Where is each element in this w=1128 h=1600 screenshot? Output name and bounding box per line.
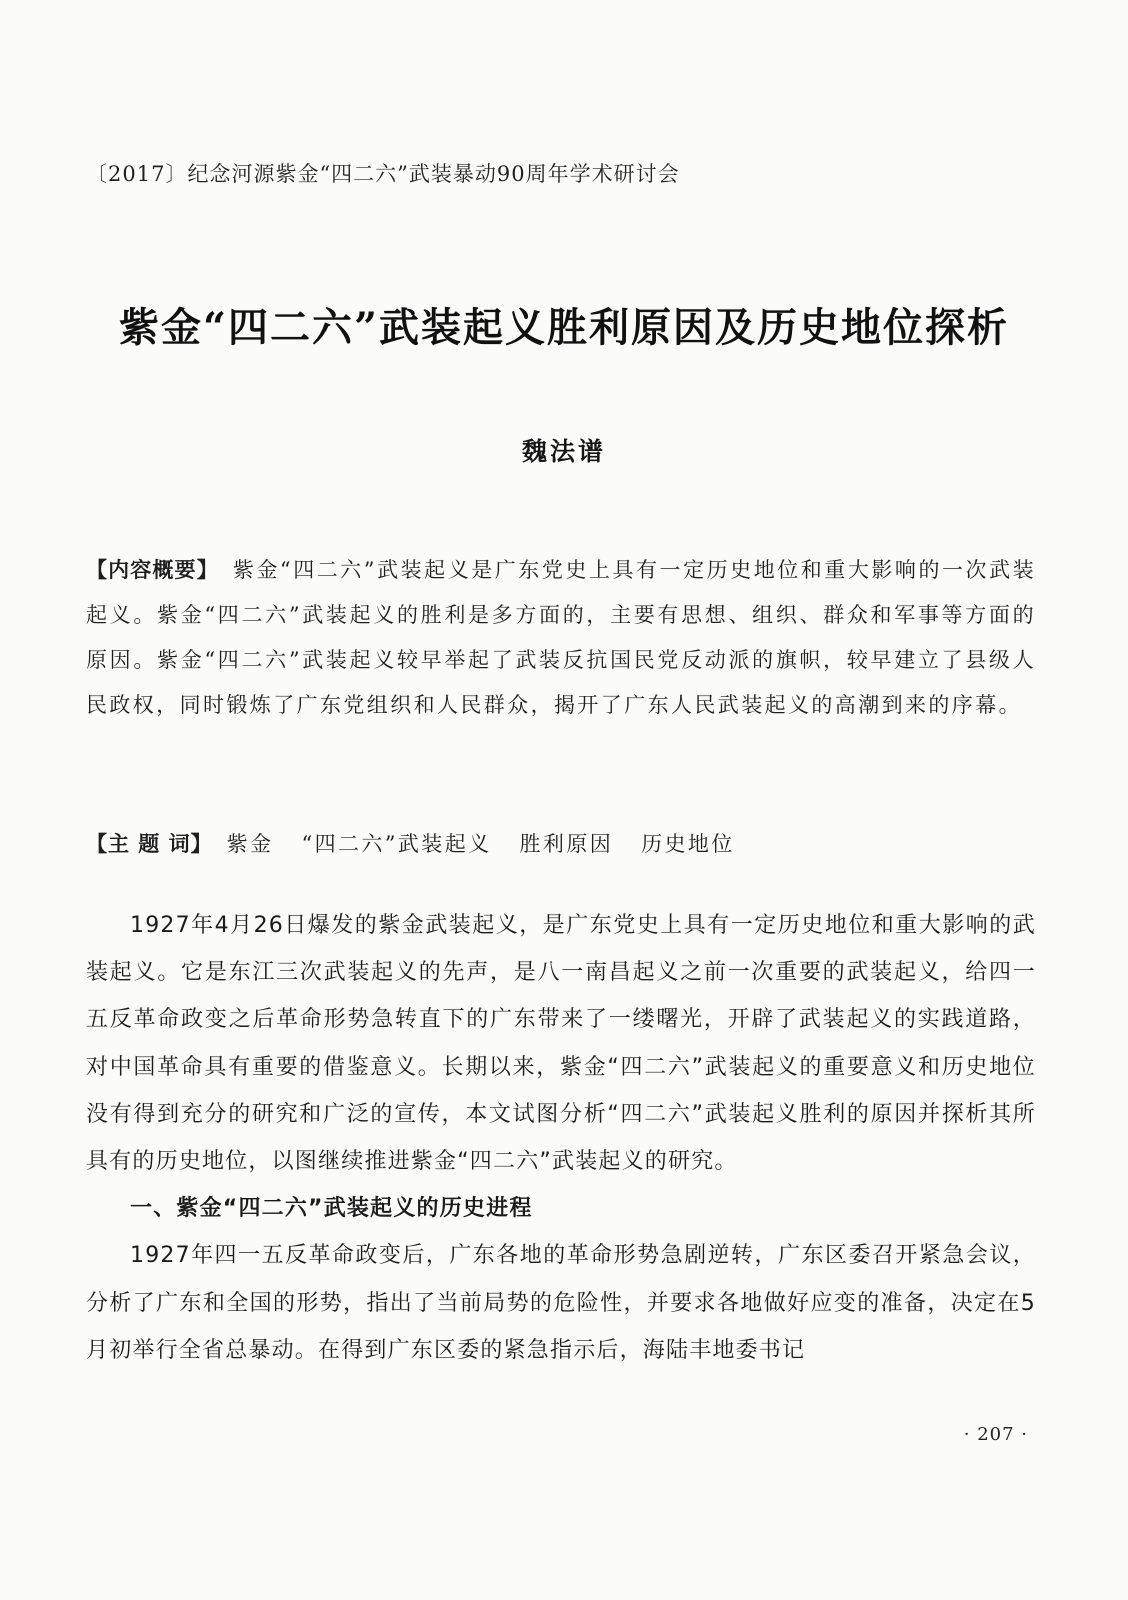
keyword: 紫金 xyxy=(226,832,274,856)
abstract-block xyxy=(86,548,1036,728)
section-paragraph: 1927年四一五反革命政变后，广东各地的革命形势急剧逆转，广东区委召开紧急会议，分析了广东和全国的形势，指出了当前局势的危险性，并要求各地做好应变的准备，决定在5月初举行全省总暴动。在得到广东区委的紧急指示后，海陆丰地委书记 xyxy=(86,1243,1036,1363)
keyword: 历史地位 xyxy=(641,832,735,856)
abstract-text: 紫金“四二六”武装起义是广东党史上具有一定历史地位和重大影响的一次武装起义。紫金“四二六”武装起义的胜利是多方面的，主要有思想、组织、群众和军事等方面的原因。紫金“四二六”武装起义较早举起了武装反抗国民党反动派的旗帜，较早建立了县级人民政权，同时锻炼了广东党组织和人民群众，揭开了广东人民武装起义的高潮到来的序幕。 xyxy=(86,558,1037,717)
keywords-label: 【主 题 词】 xyxy=(86,832,213,856)
conference-header: 〔2017〕纪念河源紫金“四二六”武装暴动90周年学术研讨会 xyxy=(86,162,680,186)
intro-paragraph: 1927年4月26日爆发的紫金武装起义，是广东党史上具有一定历史地位和重大影响的武装起义。它是东江三次武装起义的先声，是八一南昌起义之前一次重要的武装起义，给四一五反革命政变之后革命形势急转直下的广东带来了一缕曙光，开辟了武装起义的实践道路，对中国革命具有重要的借鉴意义。长期以来，紫金“四二六”武装起义的重要意义和历史地位没有得到充分的研究和广泛的宣传，本文试图分析“四二六”武装起义胜利的原因并探析其所具有的历史地位，以图继续推进紫金“四二六”武装起义的研究。 xyxy=(86,913,1036,1175)
keyword: “四二六”武装起义 xyxy=(301,832,492,856)
page-number: · 207 · xyxy=(963,1424,1028,1445)
article-body xyxy=(86,902,1036,1374)
section-heading: 一、紫金“四二六”武装起义的历史进程 xyxy=(130,1196,533,1222)
keywords-block xyxy=(86,822,1036,867)
abstract-label: 【内容概要】 xyxy=(86,558,219,582)
article-author: 魏法谱 xyxy=(521,437,606,466)
keyword: 胜利原因 xyxy=(519,832,614,856)
article-title: 紫金“四二六”武装起义胜利原因及历史地位探析 xyxy=(118,304,1009,351)
